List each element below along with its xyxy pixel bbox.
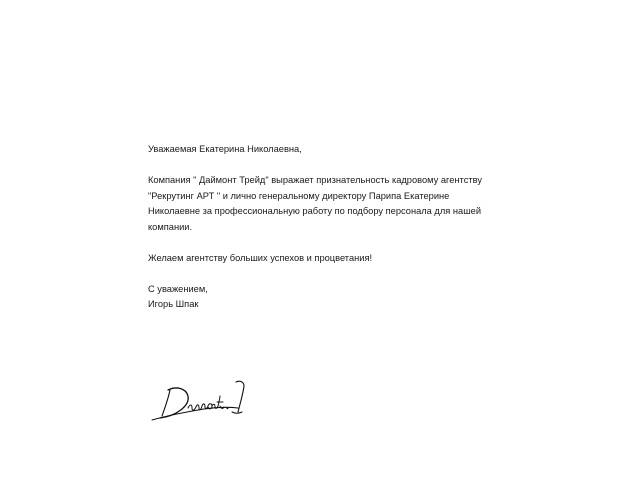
letter-greeting: Уважаемая Екатерина Николаевна, xyxy=(148,144,302,154)
paragraph-line: "Рекрутинг АРТ " и лично генеральному директору Парипа Екатерине xyxy=(148,190,450,201)
letter-paragraph xyxy=(148,173,498,235)
paragraph-line: Компания " Даймонт Трейд" выражает признательность кадровому агентству xyxy=(148,175,482,185)
paragraph-line: компании. xyxy=(148,221,193,232)
handwritten-signature xyxy=(146,372,258,432)
letter-closing: С уважением, xyxy=(148,283,208,294)
letter-body xyxy=(148,142,498,313)
letter-wishes: Желаем агентству больших успехов и процветания! xyxy=(148,252,373,263)
letter-signer: Игорь Шпак xyxy=(148,299,199,309)
signature-icon xyxy=(146,372,258,432)
paragraph-line: Николаевне за профессиональную работу по подбору персонала для нашей xyxy=(148,206,482,216)
